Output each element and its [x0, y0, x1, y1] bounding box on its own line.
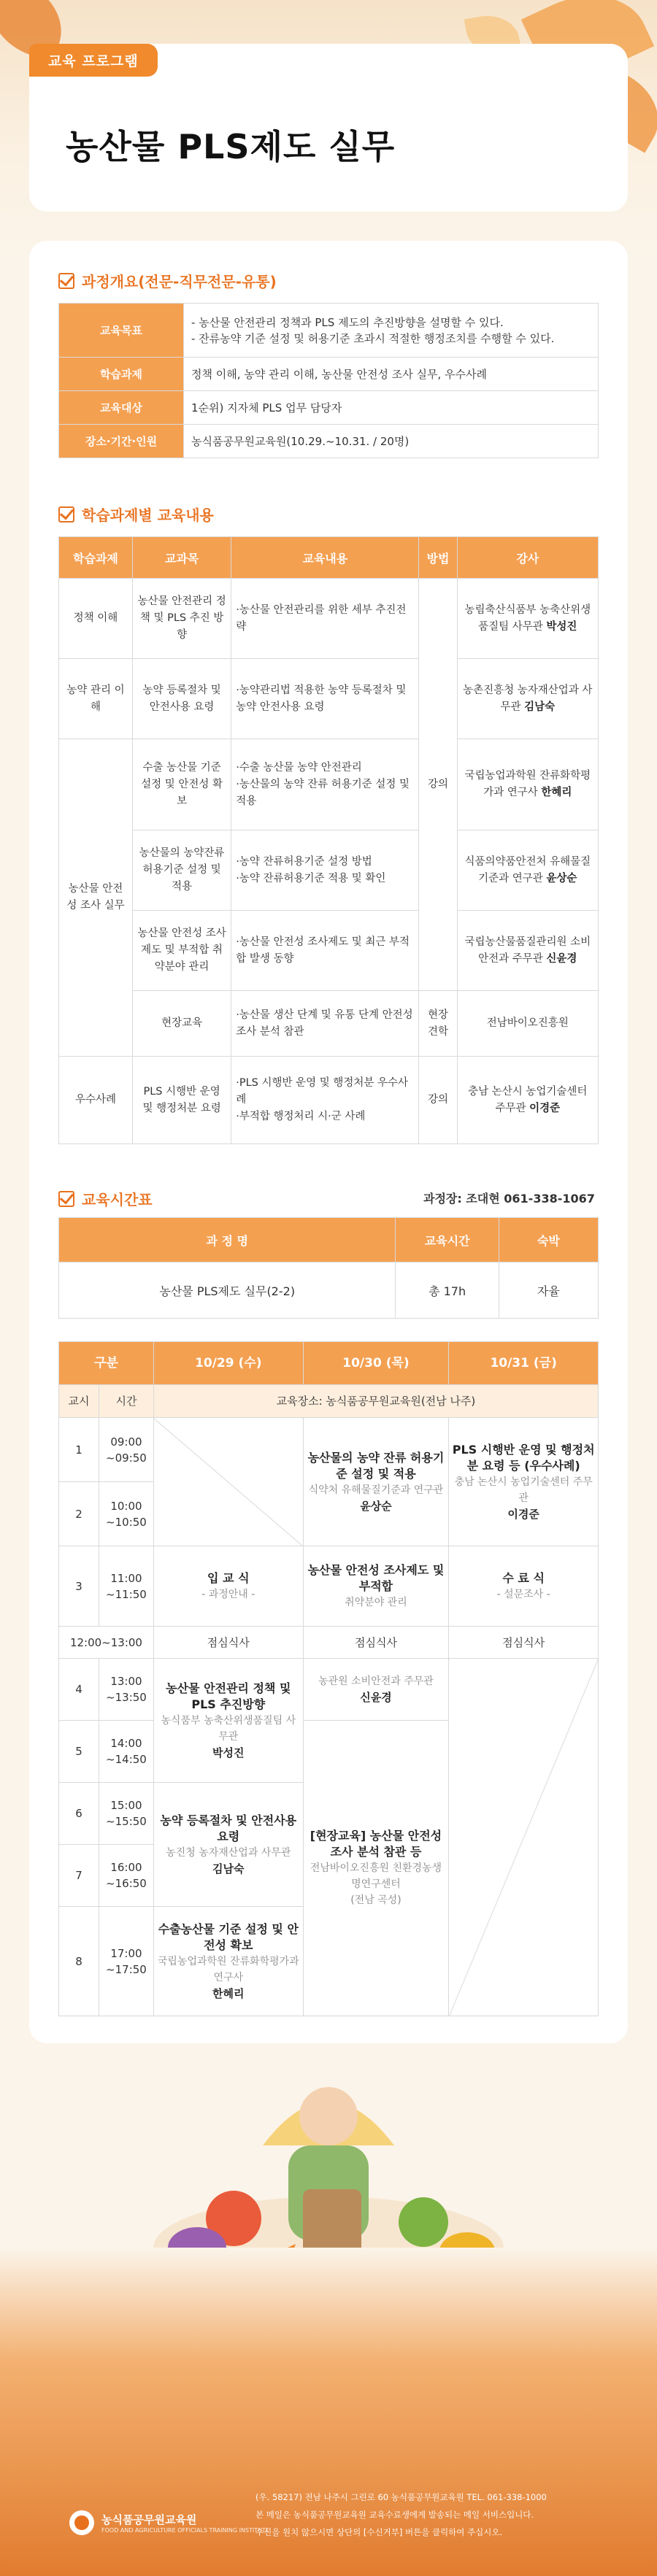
farmer-face: [299, 2087, 358, 2145]
row-value: 농식품공무원교육원(10.29.~10.31. / 20명): [184, 425, 599, 458]
period-cell: 7: [59, 1845, 99, 1907]
row-value: 1순위) 지자체 PLS 업무 담당자: [184, 391, 599, 425]
instructor-cell: 전남바이오진흥원: [457, 991, 598, 1057]
table-row: [59, 425, 599, 458]
session-cell: [153, 1783, 303, 1907]
content-line: ·수출 농산물 농약 안전관리: [236, 761, 362, 774]
goal-line: - 잔류농약 기준 설정 및 허용기준 초과시 적절한 행정조치를 수행할 수 있다.: [191, 331, 555, 345]
time-cell: 12:00~13:00: [59, 1627, 154, 1659]
column-header: 교육시간: [396, 1218, 499, 1262]
time-cell: 13:00 ~13:50: [99, 1659, 153, 1721]
instructor-cell: [457, 739, 598, 830]
section-title: 학습과제별 교육내용: [82, 506, 214, 524]
instructor-org: 식품의약품안전처 유해물질기준과 연구관: [464, 855, 591, 884]
column-header: 강사: [457, 537, 598, 579]
subject-cell: 농산물의 농약잔류 허용기준 설정 및 적용: [132, 830, 231, 911]
session-instructor: 윤상순: [360, 1499, 392, 1513]
page-title: 농산물 PLS제도 실무: [66, 127, 396, 166]
session-org: 충남 논산시 농업기술센터 주무관: [454, 1476, 593, 1504]
column-header: 학습과제: [59, 537, 133, 579]
subject-cell: 수출 농산물 기준 설정 및 안전성 확보: [132, 739, 231, 830]
session-sub: - 설문조사 -: [496, 1588, 550, 1600]
row-value: 정책 이해, 농약 관리 이해, 농산물 안전성 조사 실무, 우수사례: [184, 358, 599, 391]
table-row: [59, 1418, 599, 1482]
subject-cell: 농산물 안전관리 정책 및 PLS 추진 방향: [132, 579, 231, 659]
session-cell: [303, 1659, 449, 1721]
content-line: ·농약 잔류허용기준 적용 및 확인: [236, 872, 386, 884]
session-instructor: 이경준: [507, 1507, 539, 1521]
instructor-cell: [457, 911, 598, 991]
table-row: [59, 391, 599, 425]
time-cell: 14:00 ~14:50: [99, 1721, 153, 1783]
column-header: 구분: [59, 1342, 154, 1385]
instructor-cell: [457, 579, 598, 659]
institute-logo: [69, 2510, 269, 2535]
footer-unsubscribe: 수신을 원치 않으시면 상단의 [수신거부] 버튼을 클릭하여 주십시오.: [256, 2527, 503, 2537]
logo-mark-icon: [69, 2510, 94, 2535]
column-header: 교육내용: [231, 537, 419, 579]
course-name: 농산물 PLS제도 실무(2-2): [59, 1262, 396, 1319]
session-sub: 취약분야 관리: [345, 1596, 407, 1608]
footer-address: (우. 58217) 전남 나주시 그린로 60 농식품공무원교육원 TEL. 061-338-1000: [256, 2492, 547, 2502]
instructor-org: 농림축산식품부 농축산위생품질팀 사무관: [464, 603, 591, 633]
time-cell: 16:00 ~16:50: [99, 1845, 153, 1907]
row-value: [184, 304, 599, 358]
instructor-cell: [457, 830, 598, 911]
subject-cell: 현장교육: [132, 991, 231, 1057]
session-cell: [153, 1546, 303, 1627]
footer-notice: 본 메일은 농식품공무원교육원 교육수료생에게 발송되는 메일 서비스입니다.: [256, 2510, 534, 2520]
column-header: 교과목: [132, 537, 231, 579]
lunch-cell: 점심식사: [449, 1627, 599, 1659]
row-label: 교육대상: [59, 391, 184, 425]
category-cell: 농산물 안전성 조사 실무: [59, 739, 133, 1057]
instructor-name: 박성진: [546, 620, 577, 633]
logo-english: FOOD AND AGRICULTURE OFFICIALS TRAINING INSTITUTE: [101, 2527, 269, 2534]
checkbox-icon: [58, 273, 74, 289]
period-cell: 1: [59, 1418, 99, 1482]
column-header: 방법: [419, 537, 457, 579]
session-title: 농산물의 농약 잔류 허용기준 설정 및 적용: [307, 1450, 445, 1481]
table-header-row: [59, 537, 599, 579]
session-title: 농약 등록절차 및 안전사용 요령: [160, 1813, 297, 1843]
method-cell: 강의: [419, 579, 457, 991]
session-org: 식약처 유해물질기준과 연구관: [308, 1484, 444, 1496]
session-org: 농식품부 농축산위생품질팀 사무관: [161, 1714, 296, 1743]
period-cell: 8: [59, 1907, 99, 2016]
content-line: ·부적합 행정처리 시·군 사례: [236, 1111, 366, 1122]
subject-cell: PLS 시행반 운영 및 행정처분 요령: [132, 1057, 231, 1144]
column-header: 숙박: [499, 1218, 598, 1262]
cabbage: [399, 2197, 448, 2247]
table-row: [59, 659, 599, 739]
row-label: 교육목표: [59, 304, 184, 358]
overview-table: [58, 303, 599, 458]
section-heading-overview: [58, 270, 277, 291]
session-cell: [153, 1659, 303, 1783]
session-title: 농산물 안전관리 정책 및 PLS 추진방향: [166, 1681, 291, 1711]
instructor-name: 김남숙: [524, 701, 556, 713]
section-title: 과정개요(전문-직무전문-유통): [82, 273, 277, 290]
instructor-name: 이경준: [529, 1102, 561, 1114]
period-cell: 4: [59, 1659, 99, 1721]
column-header: 과 정 명: [59, 1218, 396, 1262]
lunch-cell: 점심식사: [153, 1627, 303, 1659]
table-row: [59, 579, 599, 659]
period-cell: 6: [59, 1783, 99, 1845]
goal-line: - 농산물 안전관리 정책과 PLS 제도의 추진방향을 설명할 수 있다.: [191, 315, 504, 329]
session-title: PLS 시행반 운영 및 행정처분 요령 등 (우수사례): [452, 1442, 595, 1473]
table-row: [59, 1546, 599, 1627]
time-header: 시간: [99, 1385, 153, 1418]
table-subheader-row: [59, 1385, 599, 1418]
content-cell: ·농산물 안전관리를 위한 세부 추진전략: [231, 579, 419, 659]
session-sub: - 과정안내 -: [201, 1588, 256, 1600]
column-header: 10/30 (목): [303, 1342, 449, 1385]
empty-slot: [153, 1418, 303, 1546]
instructor-org: 농촌진흥청 농자재산업과 사무관: [463, 684, 593, 713]
program-badge: 교육 프로그램: [29, 44, 158, 77]
curriculum-table: [58, 536, 599, 1144]
table-row: [59, 991, 599, 1057]
session-title: 농산물 안전성 조사제도 및 부적합: [307, 1562, 445, 1593]
session-org: 농관원 소비안전과 주무관: [318, 1675, 434, 1687]
instructor-cell: [457, 659, 598, 739]
lodging: 자율: [499, 1262, 598, 1319]
table-header-row: [59, 1342, 599, 1385]
subject-cell: 농산물 안전성 조사제도 및 부적합 취약분야 관리: [132, 911, 231, 991]
session-instructor: 박성진: [212, 1746, 245, 1759]
content-line: ·농산물의 농약 잔류 허용기준 설정 및 적용: [236, 778, 410, 807]
time-cell: 10:00 ~10:50: [99, 1482, 153, 1546]
category-cell: 정책 이해: [59, 579, 133, 659]
checkbox-icon: [58, 1191, 74, 1207]
instructor-name: 윤상순: [546, 872, 577, 884]
table-row: [59, 1627, 599, 1659]
time-cell: 17:00 ~17:50: [99, 1907, 153, 2016]
session-cell: [303, 1418, 449, 1546]
category-cell: 농약 관리 이해: [59, 659, 133, 739]
course-director-contact: 과정장: 조대현 061-338-1067: [423, 1192, 595, 1206]
instructor-name: 신윤경: [546, 952, 577, 965]
content-cell: ·농산물 생산 단계 및 유통 단계 안전성 조사 분석 참관: [231, 991, 419, 1057]
table-row: [59, 739, 599, 830]
table-row: [59, 1262, 599, 1319]
empty-slot: [449, 1659, 599, 2016]
row-label: 학습과제: [59, 358, 184, 391]
instructor-org: 충남 논산시 농업기술센터 주무관: [468, 1085, 588, 1114]
session-instructor: 김남숙: [212, 1862, 245, 1875]
venue-label: 교육장소: 농식품공무원교육원(전남 나주): [153, 1385, 598, 1418]
session-org: 전남바이오진흥원 친환경농생명연구센터: [310, 1862, 442, 1890]
table-header-row: [59, 1218, 599, 1262]
subject-cell: 농약 등록절차 및 안전사용 요령: [132, 659, 231, 739]
session-cell: [303, 1546, 449, 1627]
period-cell: 3: [59, 1546, 99, 1627]
instructor-org: 국립농업과학원 잔류화학평가과 연구사: [464, 770, 591, 798]
content-cell: ·농약관리법 적용한 농약 등록절차 및 농약 안전사용 요령: [231, 659, 419, 739]
table-row: [59, 304, 599, 358]
instructor-org: 국립농산물품질관리원 소비안전과 주무관: [464, 936, 591, 965]
column-header: 10/29 (수): [153, 1342, 303, 1385]
session-title: 수출농산물 기준 설정 및 안전성 확보: [158, 1921, 299, 1952]
section-heading-timetable: [58, 1188, 153, 1209]
session-cell: [449, 1418, 599, 1546]
session-org: 국립농업과학원 잔류화학평가과 연구사: [157, 1955, 299, 1983]
instructor-cell: [457, 1057, 598, 1144]
table-row: [59, 1057, 599, 1144]
content-cell: ·농산물 안전성 조사제도 및 최근 부적합 발생 동향: [231, 911, 419, 991]
table-row: [59, 911, 599, 991]
table-row: [59, 830, 599, 911]
content-cell: [231, 830, 419, 911]
logo-name: 농식품공무원교육원: [101, 2513, 197, 2526]
timetable: [58, 1341, 599, 2016]
session-title: [현장교육] 농산물 안전성조사 분석 참관 등: [310, 1829, 442, 1859]
table-row: [59, 1659, 599, 1721]
section-heading-content: [58, 504, 214, 525]
time-cell: 11:00 ~11:50: [99, 1546, 153, 1627]
table-row: [59, 358, 599, 391]
time-cell: 15:00 ~15:50: [99, 1783, 153, 1845]
column-header: 10/31 (금): [449, 1342, 599, 1385]
section-title: 교육시간표: [82, 1191, 153, 1208]
period-cell: 5: [59, 1721, 99, 1783]
session-sub: (전남 곡성): [350, 1894, 402, 1906]
content-line: ·PLS 시행반 운영 및 행정처분 우수사례: [236, 1077, 409, 1106]
session-cell: [303, 1721, 449, 2016]
paper-bag: [303, 2189, 361, 2255]
session-cell: [449, 1546, 599, 1627]
row-label: 장소·기간·인원: [59, 425, 184, 458]
checkbox-icon: [58, 506, 74, 522]
content-cell: [231, 739, 419, 830]
time-cell: 09:00 ~09:50: [99, 1418, 153, 1482]
session-title: 입 교 식: [207, 1570, 250, 1585]
session-instructor: 한혜리: [212, 1986, 245, 2000]
instructor-name: 한혜리: [541, 787, 572, 798]
footer-info: [256, 2488, 547, 2541]
session-instructor: 신윤경: [360, 1691, 392, 1704]
period-cell: 2: [59, 1482, 99, 1546]
method-cell: 현장 견학: [419, 991, 457, 1057]
category-cell: 우수사례: [59, 1057, 133, 1144]
period-header: 교시: [59, 1385, 99, 1418]
course-summary-table: [58, 1217, 599, 1319]
method-cell: 강의: [419, 1057, 457, 1144]
session-title: 수 료 식: [502, 1570, 545, 1585]
course-hours: 총 17h: [396, 1262, 499, 1319]
content-cell: [231, 1057, 419, 1144]
lunch-cell: 점심식사: [303, 1627, 449, 1659]
session-cell: [153, 1907, 303, 2016]
content-line: ·농약 잔류허용기준 설정 방법: [236, 855, 372, 868]
session-org: 농진청 농자재산업과 사무관: [166, 1846, 291, 1859]
